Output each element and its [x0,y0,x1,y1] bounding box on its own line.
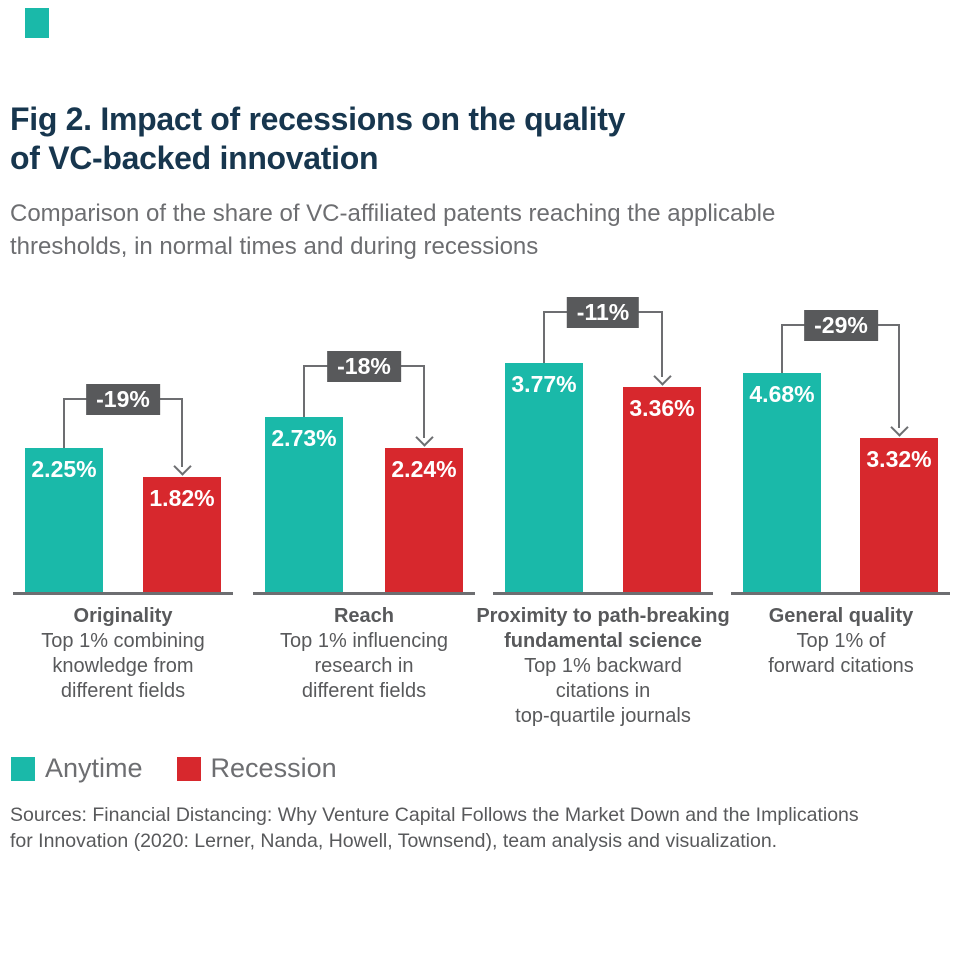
category-description-3-line1: forward citations [768,655,914,677]
category-name-3-line0: General quality [768,605,914,627]
legend-label-anytime: Anytime [45,753,143,783]
category-label-0 [41,604,204,704]
bar-recession-3 [860,438,938,593]
bar-value-anytime-0: 2.25% [31,456,97,482]
category-label-1 [280,604,448,704]
category-label-2 [476,604,729,729]
bar-value-recession-3: 3.32% [866,446,932,472]
bar-value-recession-0: 1.82% [149,485,215,511]
axis-baseline-3 [731,592,950,595]
figure-subtitle-line2: thresholds, in normal times and during recessions [10,233,539,260]
sources-line2: for Innovation (2020: Lerner, Nanda, Howell, Townsend), team analysis and visualization. [10,830,778,852]
bracket-left-line-2 [543,311,545,363]
category-description-0-line1: knowledge from [52,655,194,677]
category-label-3 [768,604,914,679]
arrow-down-icon-2 [653,367,671,385]
sources-line1: Sources: Financial Distancing: Why Venture Capital Follows the Market Down and the Implications [10,804,859,826]
bar-recession-2 [623,387,701,593]
legend-swatch-recession [177,757,201,781]
bar-value-anytime-2: 3.77% [511,371,577,397]
category-description-2-line2: top-quartile journals [515,705,691,727]
category-name-2-line1: fundamental science [504,630,702,652]
category-description-2-line0: Top 1% backward [524,655,682,677]
category-description-1-line1: research in [314,655,414,677]
bar-anytime-3 [743,373,821,593]
figure-subtitle-line1: Comparison of the share of VC-affiliated patents reaching the applicable [10,200,776,227]
category-description-1-line2: different fields [301,680,427,702]
bar-recession-1 [385,448,463,593]
category-description-3-line0: Top 1% of [796,630,886,652]
bar-value-anytime-1: 2.73% [271,425,337,451]
change-badge-1: -18% [327,351,401,382]
change-badge-3: -29% [804,310,878,341]
axis-baseline-0 [13,592,233,595]
change-badge-0: -19% [86,384,160,415]
axis-baseline-2 [493,592,713,595]
category-description-2-line1: citations in [555,680,651,702]
legend-label-recession: Recession [210,753,337,783]
axis-baseline-1 [253,592,475,595]
bracket-left-line-3 [781,324,783,373]
figure-title-line1: Fig 2. Impact of recessions on the quality [10,101,626,137]
category-description-0-line2: different fields [60,680,186,702]
bar-value-anytime-3: 4.68% [749,381,815,407]
bar-anytime-2 [505,363,583,593]
category-name-1-line0: Reach [333,605,395,627]
bracket-left-line-1 [303,365,305,417]
category-name-0-line0: Originality [73,605,173,627]
legend-swatch-anytime [11,757,35,781]
bar-value-recession-2: 3.36% [629,395,695,421]
bar-recession-0 [143,477,221,593]
category-name-2-line0: Proximity to path-breaking [476,605,730,627]
arrow-shaft-3 [898,324,900,428]
arrow-down-icon-0 [173,457,191,475]
category-description-1-line0: Top 1% influencing [280,630,448,652]
category-description-0-line0: Top 1% combining [41,630,205,652]
arrow-down-icon-1 [415,428,433,446]
change-badge-2: -11% [567,297,639,328]
bar-value-recession-1: 2.24% [391,456,457,482]
bracket-left-line-0 [63,398,65,448]
legend [11,753,337,784]
arrow-down-icon-3 [890,418,908,436]
bar-anytime-1 [265,417,343,593]
figure-title-line2: of VC-backed innovation [10,140,379,176]
sources-note [10,802,859,854]
bar-anytime-0 [25,448,103,593]
